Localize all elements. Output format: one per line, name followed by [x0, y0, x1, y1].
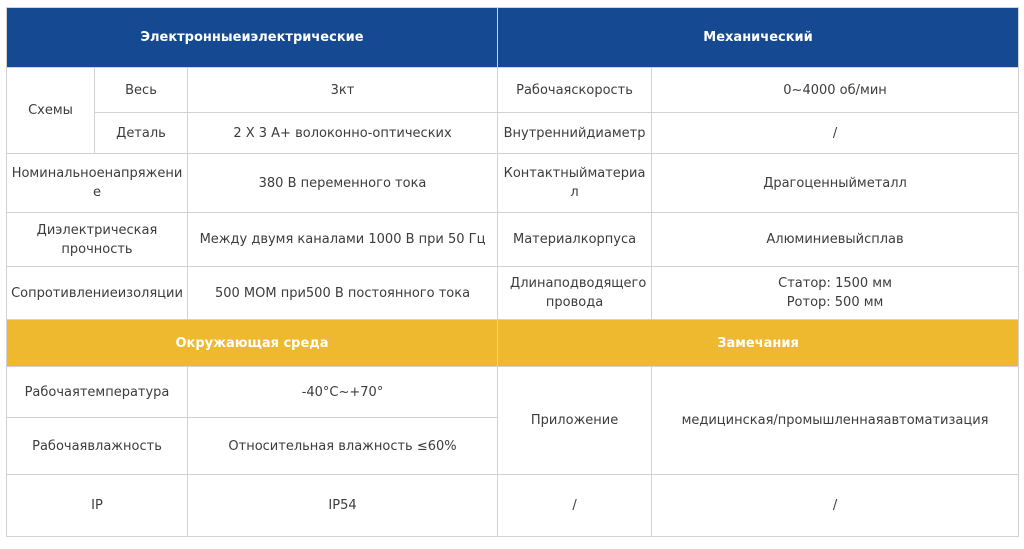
- table-row: [7, 475, 1019, 537]
- lead-rotor: Ротор: 500 мм: [786, 295, 884, 310]
- section-header-row-bottom: [7, 320, 1019, 367]
- insulation-label: Сопротивлениеизоляции: [7, 267, 188, 320]
- weight-value: 3кт: [188, 68, 498, 113]
- dielectric-value: Между двумя каналами 1000 В при 50 Гц: [188, 213, 498, 267]
- humidity-label: Рабочаявлажность: [7, 418, 188, 475]
- header-remarks: Замечания: [498, 320, 1019, 367]
- detail-label: Деталь: [95, 113, 188, 154]
- inner-diameter-value: /: [652, 113, 1019, 154]
- inner-diameter-label: Внутреннийдиаметр: [498, 113, 652, 154]
- application-label: Приложение: [498, 367, 652, 475]
- header-mechanical: Механический: [498, 8, 1019, 68]
- speed-label: Рабочаяскорость: [498, 68, 652, 113]
- dielectric-label: Диэлектрическая прочность: [7, 213, 188, 267]
- contact-material-value: Драгоценныйметалл: [652, 154, 1019, 213]
- table-row: [7, 213, 1019, 267]
- table-row: [7, 68, 1019, 113]
- voltage-value: 380 В переменного тока: [188, 154, 498, 213]
- header-environment: Окружающая среда: [7, 320, 498, 367]
- table-row: [7, 113, 1019, 154]
- temperature-label: Рабочаятемпература: [7, 367, 188, 418]
- lead-length-value: [652, 267, 1019, 320]
- temperature-value: -40°C~+70°: [188, 367, 498, 418]
- table-row: [7, 154, 1019, 213]
- schemes-label: Схемы: [7, 68, 95, 154]
- insulation-value: 500 МОМ при500 В постоянного тока: [188, 267, 498, 320]
- spec-table-wrapper: [6, 7, 1019, 537]
- remarks-extra-value: /: [652, 475, 1019, 537]
- housing-material-label: Материалкорпуса: [498, 213, 652, 267]
- table-row: [7, 367, 1019, 418]
- spec-table: [6, 7, 1019, 537]
- housing-material-value: Алюминиевыйсплав: [652, 213, 1019, 267]
- header-electrical: Электронныеиэлектрические: [7, 8, 498, 68]
- contact-material-label: Контактныйматериал: [498, 154, 652, 213]
- application-value: медицинская/промышленнаяавтоматизация: [652, 367, 1019, 475]
- voltage-label: Номинальноенапряжение: [7, 154, 188, 213]
- lead-length-label: Длинаподводящего провода: [498, 267, 652, 320]
- speed-value: 0~4000 об/мин: [652, 68, 1019, 113]
- section-header-row-top: [7, 8, 1019, 68]
- weight-label: Весь: [95, 68, 188, 113]
- ip-value: IP54: [188, 475, 498, 537]
- table-row: [7, 267, 1019, 320]
- ip-label: IP: [7, 475, 188, 537]
- remarks-extra-label: /: [498, 475, 652, 537]
- detail-value: 2 X 3 A+ волоконно-оптических: [188, 113, 498, 154]
- lead-stator: Статор: 1500 мм: [778, 276, 892, 291]
- humidity-value: Относительная влажность ≤60%: [188, 418, 498, 475]
